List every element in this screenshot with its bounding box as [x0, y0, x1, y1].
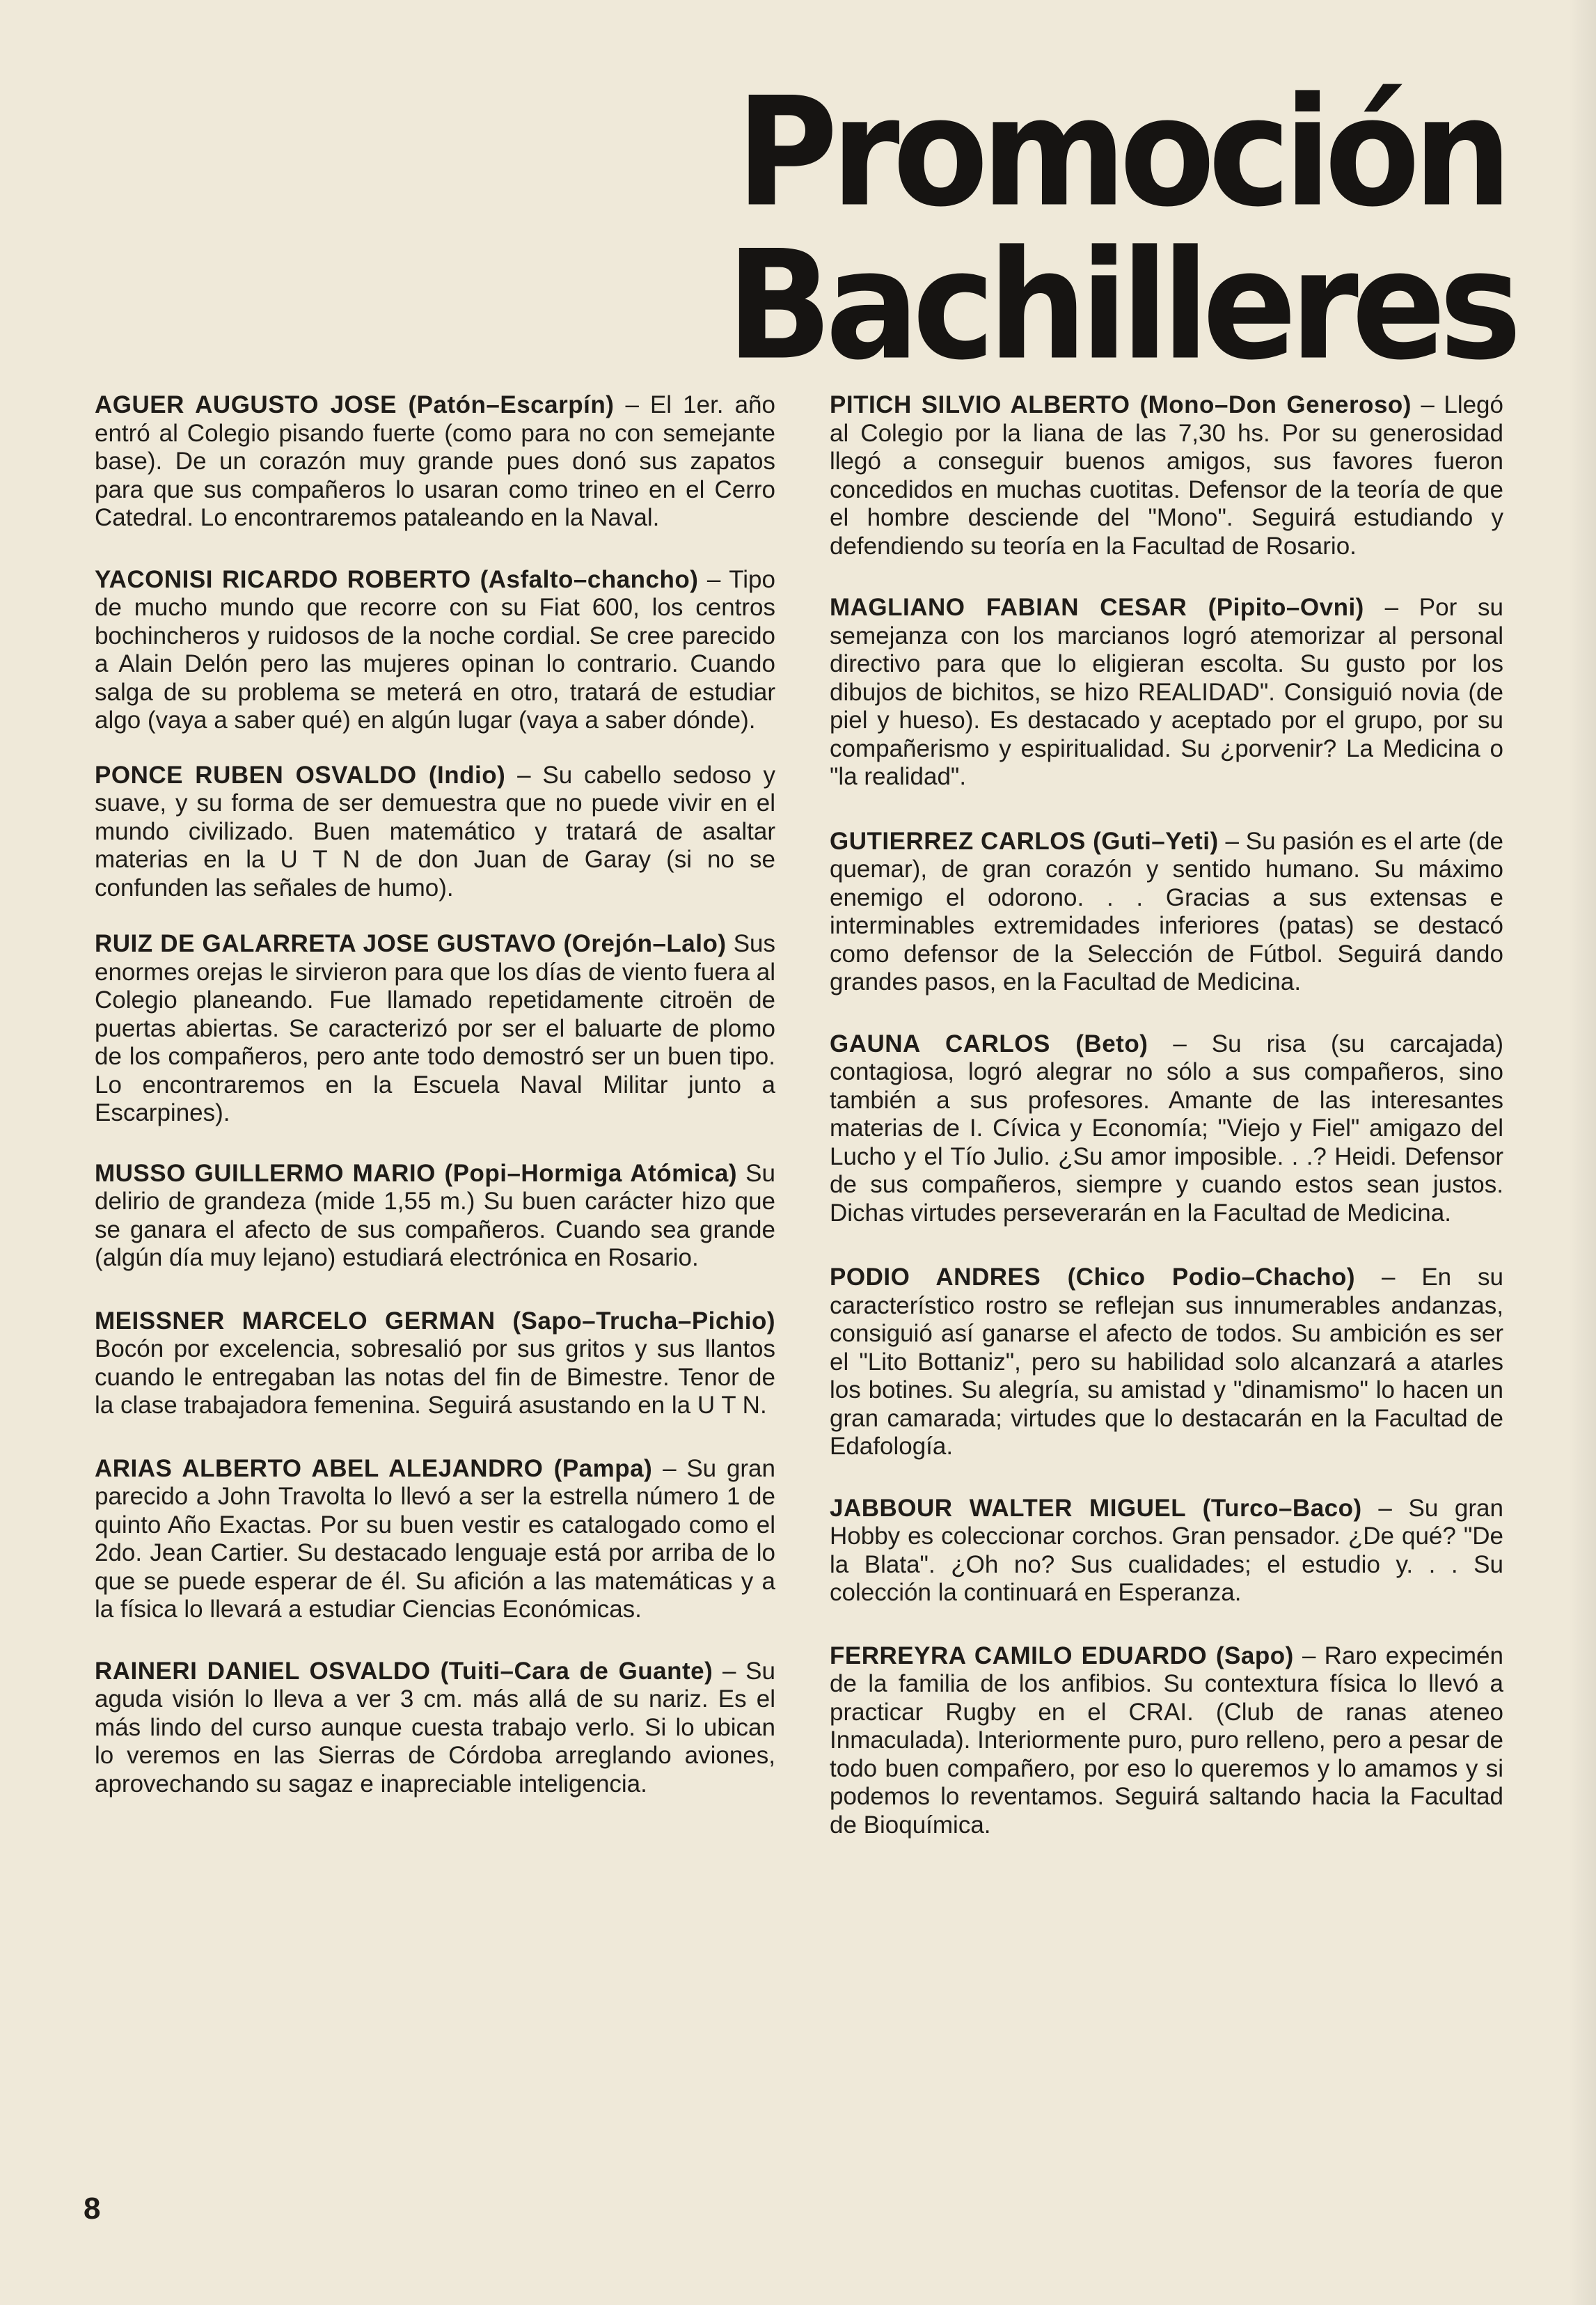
student-entry — [95, 1160, 775, 1273]
student-description: Bocón por excelencia, sobresalió por sus gritos y sus llantos cuando le entregaban las notas del fin de Bimestre. Tenor de la clase trabajadora femenina. Seguirá asustando en la U T N. — [95, 1335, 775, 1419]
student-description: – Tipo de mucho mundo que recorre con su Fiat 600, los centros bochincheros y ruidosos de la noche cordial. Se cree parecido a Alain Delón pero las mujeres opinan lo contrario. Cuando salga de su problema se meterá en otro, tratará de estudiar algo (vaya a saber qué) en algún lugar (vaya a saber dónde). — [95, 565, 775, 734]
student-entry — [95, 762, 775, 903]
student-entry — [95, 566, 775, 735]
student-name: RAINERI DANIEL OSVALDO (Tuiti–Cara de Guante) — [95, 1657, 713, 1685]
student-description: – En su característico rostro se reflejan sus innumerables andanzas, consiguió así ganarse el afecto de todos. Su ambición es ser el "Lito Bottaniz", pero su habilidad solo alcanzará a atarles los botines. Su alegría, su amistad y "dinamismo" lo hacen un gran camarada; virtudes que lo destacarán en la Facultad de Edafología. — [830, 1264, 1503, 1460]
student-entry — [95, 1455, 775, 1624]
student-entry — [95, 391, 775, 533]
student-description: – Su gran parecido a John Travolta lo llevó a ser la estrella número 1 de quinto Año Exactas. Por su buen vestir es catalogado como el 2do. Jean Cartier. Su destacado lenguaje está por arriba de lo que se puede esperar de él. Su afición a las matemáticas y a la física lo llevará a estudiar Ciencias Económicas. — [95, 1454, 775, 1623]
student-name: RUIZ DE GALARRETA JOSE GUSTAVO (Orejón–Lalo) — [95, 930, 727, 957]
student-description: – El 1er. año entró al Colegio pisando fuerte (como para no con semejante base). De un corazón muy grande pues donó sus zapatos para que sus compañeros lo usaran como trineo en el Cerro Catedral. Lo encontraremos pataleando en la Naval. — [95, 391, 775, 531]
student-entry — [95, 1307, 775, 1420]
student-name: PONCE RUBEN OSVALDO (Indio) — [95, 761, 506, 789]
student-name: PODIO ANDRES (Chico Podio–Chacho) — [830, 1264, 1356, 1291]
student-description: – Su cabello sedoso y suave, y su forma de ser demuestra que no puede vivir en el mundo civilizado. Buen matemático y tratará de asaltar materias en la U T N de don Juan de Garay (si no se confunden las señales de humo). — [95, 761, 775, 902]
student-entry — [830, 391, 1503, 560]
student-entry — [830, 1495, 1503, 1607]
student-name: GUTIERREZ CARLOS (Guti–Yeti) — [830, 827, 1219, 855]
student-description: Su delirio de grandeza (mide 1,55 m.) Su buen carácter hizo que se ganara el afecto de sus compañeros. Cuando sea grande (algún día muy lejano) estudiará electrónica en Rosario. — [95, 1159, 775, 1271]
student-description: – Su risa (su carcajada) contagiosa, logró alegrar no sólo a sus compañeros, sino también a sus profesores. Amante de las interesantes materias de I. Cívica y Economía; "Viejo y Fiel" amigazo del Lucho y el Tío Julio. ¿Su amor imposible. . .? Heidi. Defensor de sus compañeros, siempre y cuando estos sean justos. Dichas virtudes perseverarán en la Facultad de Medicina. — [830, 1030, 1503, 1227]
title-line-1: Promoción — [736, 65, 1506, 241]
student-name: GAUNA CARLOS (Beto) — [830, 1030, 1148, 1057]
student-entry — [830, 1264, 1503, 1461]
title-line-2: Bachilleres — [726, 218, 1515, 394]
left-column — [95, 391, 775, 1829]
student-description: – Por su semejanza con los marcianos logró atemorizar al personal directivo para que lo eligieran escolta. Su gusto por los dibujos de bichitos, se hizo REALIDAD". Consiguió novia (de piel y hueso). Es destacado y aceptado por el grupo, por su compañerismo y espiritualidad. Su ¿porvenir? La Medicina o "la realidad". — [830, 594, 1503, 790]
student-name: MUSSO GUILLERMO MARIO (Popi–Hormiga Atómica) — [95, 1159, 737, 1187]
student-name: MAGLIANO FABIAN CESAR (Pipito–Ovni) — [830, 594, 1364, 621]
page-number: 8 — [84, 2192, 101, 2226]
student-entry — [830, 594, 1503, 792]
student-name: FERREYRA CAMILO EDUARDO (Sapo) — [830, 1642, 1294, 1669]
student-entry — [830, 1642, 1503, 1840]
student-name: YACONISI RICARDO ROBERTO (Asfalto–chancho) — [95, 565, 699, 593]
page-title — [689, 65, 1552, 394]
student-description: – Su aguda visión lo lleva a ver 3 cm. más allá de su nariz. Es el más lindo del curso aunque cuesta trabajo verlo. Si lo ubican lo veremos en las Sierras de Córdoba arreglando aviones, aprovechando su sagaz e inapreciable inteligencia. — [95, 1657, 775, 1797]
student-entry — [95, 930, 775, 1128]
student-description: Sus enormes orejas le sirvieron para que los días de viento fuera al Colegio planeando. Fue llamado repetidamente citroën de puertas abiertas. Se caracterizó por ser el baluarte de plomo de los compañeros, pero ante todo demostró ser un buen tipo. Lo encontraremos en la Escuela Naval Militar junto a Escarpines). — [95, 930, 775, 1126]
student-entry — [95, 1658, 775, 1799]
student-description: – Raro expecimén de la familia de los anfibios. Su contextura física lo llevó a practicar Rugby en el CRAI. (Club de ranas ateneo Inmaculada). Interiormente puro, puro relleno, pero a pesar de todo buen compañero, por eso lo queremos y lo amamos y si podemos lo reventamos. Seguirá saltando hacia la Facultad de Bioquímica. — [830, 1642, 1503, 1839]
student-entry — [830, 1030, 1503, 1228]
student-name: JABBOUR WALTER MIGUEL (Turco–Baco) — [830, 1494, 1362, 1522]
student-name: AGUER AUGUSTO JOSE (Patón–Escarpín) — [95, 391, 615, 418]
student-description: – Llegó al Colegio por la liana de las 7,30 hs. Por su generosidad llegó a conseguir buenos amigos, sus favores fueron concedidos en muchas cuotitas. Defensor de la teoría de que el hombre desciende del "Mono". Seguirá estudiando y defendiendo su teoría en la Facultad de Rosario. — [830, 391, 1503, 560]
student-name: PITICH SILVIO ALBERTO (Mono–Don Generoso) — [830, 391, 1412, 418]
page-edge-shadow — [1568, 0, 1596, 2305]
student-description: – Su pasión es el arte (de quemar), de gran corazón y sentido humano. Su máximo enemigo el odorono. . . Gracias a sus extensas e interminables extremidades inferiores (patas) se destacó como defensor de la Selección de Fútbol. Seguirá dando grandes pasos, en la Facultad de Medicina. — [830, 827, 1503, 996]
student-name: ARIAS ALBERTO ABEL ALEJANDRO (Pampa) — [95, 1454, 653, 1482]
student-name: MEISSNER MARCELO GERMAN (Sapo–Trucha–Pichio) — [95, 1307, 775, 1335]
right-column — [830, 391, 1503, 1870]
student-description: – Su gran Hobby es coleccionar corchos. Gran pensador. ¿De qué? "De la Blata". ¿Oh no? Sus cualidades; el estudio y. . . Su colección la continuará en Esperanza. — [830, 1494, 1503, 1606]
student-entry — [830, 828, 1503, 997]
